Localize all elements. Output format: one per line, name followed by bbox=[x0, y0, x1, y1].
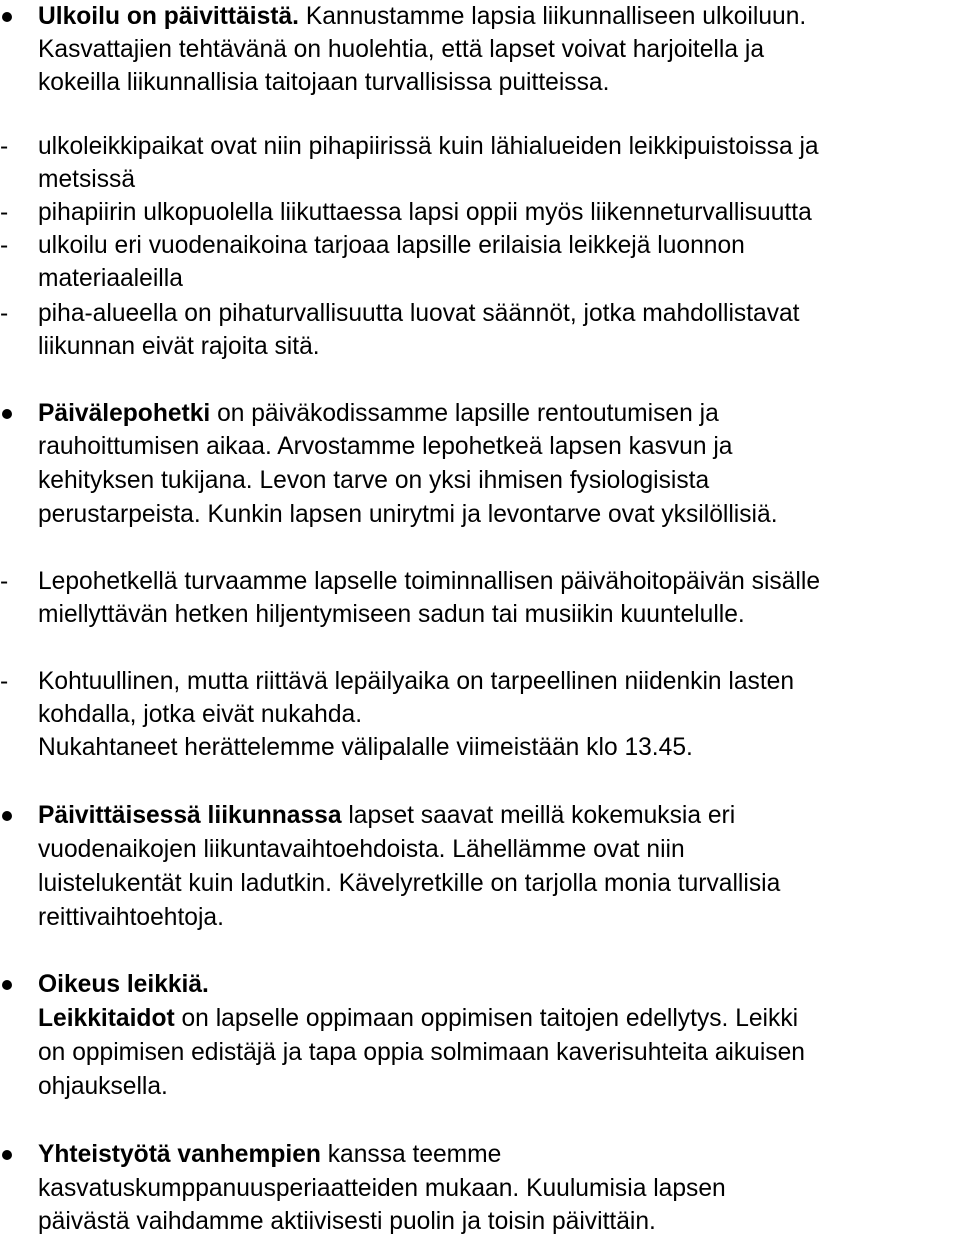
bullet-icon bbox=[2, 409, 12, 419]
section-3-line-4: reittivaihtoehtoja. bbox=[38, 904, 224, 931]
dash-marker: - bbox=[0, 668, 9, 695]
dash-marker: - bbox=[0, 232, 9, 259]
section-4-line-3: on oppimisen edistäjä ja tapa oppia solmimaan kaverisuhteita aikuisen bbox=[38, 1039, 805, 1066]
section-1-line-3: kokeilla liikunnallisia taitojaan turvallisissa puitteissa. bbox=[38, 69, 610, 96]
section-4-line-2 bbox=[38, 1002, 798, 1035]
dash-4-line-1: piha-alueella on pihaturvallisuutta luovat säännöt, jotka mahdollistavat bbox=[38, 300, 800, 327]
section-5-line-2: kasvatuskumppanuusperiaatteiden mukaan. Kuulumisia lapsen bbox=[38, 1175, 726, 1202]
bullet-icon bbox=[2, 811, 12, 821]
dash-4-line-2: liikunnan eivät rajoita sitä. bbox=[38, 333, 320, 360]
section-2-line-1 bbox=[38, 397, 719, 430]
section-2-line-3: kehityksen tukijana. Levon tarve on yksi ihmisen fysiologisista bbox=[38, 467, 710, 494]
dash-marker: - bbox=[0, 133, 9, 160]
section-3-line-2: vuodenaikojen liikuntavaihtoehdoista. Lähellämme ovat niin bbox=[38, 836, 685, 863]
section-4-heading: Oikeus leikkiä. bbox=[38, 971, 209, 998]
section-3-heading: Päivittäisessä liikunnassa bbox=[38, 802, 342, 829]
section-5-line-1 bbox=[38, 1138, 501, 1171]
dash-1-line-1: ulkoleikkipaikat ovat niin pihapiirissä kuin lähialueiden leikkipuistoissa ja bbox=[38, 133, 819, 160]
section-3-line-1 bbox=[38, 799, 735, 832]
section-1-heading: Ulkoilu on päivittäistä. bbox=[38, 3, 300, 30]
section-5-line-3: päivästä vaihdamme aktiivisesti puolin ja toisin päivittäin. bbox=[38, 1208, 656, 1235]
section-2-text: on päiväkodissamme lapsille rentoutumisen ja bbox=[210, 400, 719, 427]
dash-2-line-1: pihapiirin ulkopuolella liikuttaessa lapsi oppii myös liikenneturvallisuutta bbox=[38, 199, 812, 226]
section-4-line-1 bbox=[38, 968, 209, 1001]
section-1-line-2: Kasvattajien tehtävänä on huolehtia, että lapset voivat harjoitella ja bbox=[38, 36, 764, 63]
section-2-line-2: rauhoittumisen aikaa. Arvostamme lepohetkeä lapsen kasvun ja bbox=[38, 433, 733, 460]
section-1-line-1 bbox=[38, 0, 806, 33]
bullet-icon bbox=[2, 980, 12, 990]
section-2-line-4: perustarpeista. Kunkin lapsen unirytmi ja levontarve ovat yksilöllisiä. bbox=[38, 501, 778, 528]
dash-3-line-2: materiaaleilla bbox=[38, 265, 183, 292]
dash-3-line-1: ulkoilu eri vuodenaikoina tarjoaa lapsille erilaisia leikkejä luonnon bbox=[38, 232, 745, 259]
section-3-line-3: luistelukentät kuin ladutkin. Kävelyretkille on tarjolla monia turvallisia bbox=[38, 870, 781, 897]
section-5-text: kanssa teemme bbox=[320, 1141, 502, 1168]
section-4-subheading: Leikkitaidot bbox=[38, 1005, 175, 1032]
dash-1-line-2: metsissä bbox=[38, 166, 136, 193]
dash-6-line-1: Kohtuullinen, mutta riittävä lepäilyaika on tarpeellinen niidenkin lasten bbox=[38, 668, 795, 695]
dash-6-line-3: Nukahtaneet herättelemme välipalalle viimeistään klo 13.45. bbox=[38, 734, 693, 761]
bullet-icon bbox=[2, 1150, 12, 1160]
section-2-heading: Päivälepohetki bbox=[38, 400, 211, 427]
section-1-text: Kannustamme lapsia liikunnalliseen ulkoiluun. bbox=[299, 3, 807, 30]
dash-marker: - bbox=[0, 568, 9, 595]
dash-5-line-1: Lepohetkellä turvaamme lapselle toiminnallisen päivähoitopäivän sisälle bbox=[38, 568, 820, 595]
dash-marker: - bbox=[0, 300, 9, 327]
section-4-text: on lapselle oppimaan oppimisen taitojen edellytys. Leikki bbox=[174, 1005, 799, 1032]
section-5-heading: Yhteistyötä vanhempien bbox=[38, 1141, 321, 1168]
section-3-text: lapset saavat meillä kokemuksia eri bbox=[341, 802, 736, 829]
bullet-icon bbox=[2, 12, 12, 22]
dash-marker: - bbox=[0, 199, 9, 226]
dash-6-line-2: kohdalla, jotka eivät nukahda. bbox=[38, 701, 363, 728]
section-4-line-4: ohjauksella. bbox=[38, 1073, 168, 1100]
dash-5-line-2: miellyttävän hetken hiljentymiseen sadun tai musiikin kuuntelulle. bbox=[38, 601, 745, 628]
